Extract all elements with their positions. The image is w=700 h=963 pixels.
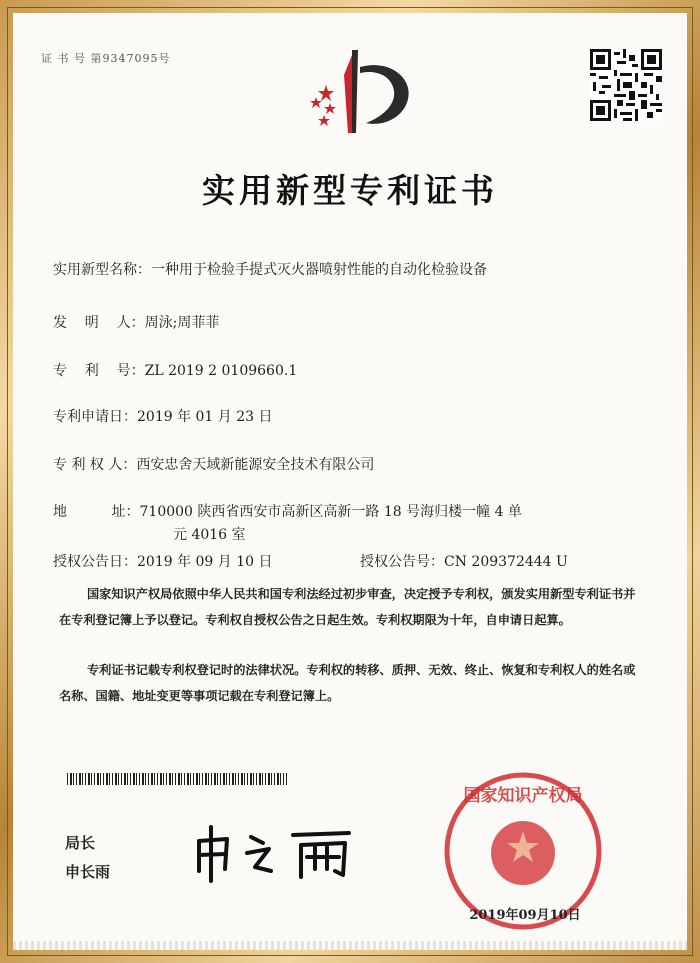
paragraph-legal-status: 专利证书记载专利权登记时的法律状况。专利权的转移、质押、无效、终止、恢复和专利权人的姓名或名称、国籍、地址变更等事项记载在专利登记簿上。 (59, 663, 636, 703)
bottom-security-line (13, 941, 687, 950)
grant-number-value: CN 209372444 U (444, 554, 568, 570)
director-signature (189, 819, 369, 889)
address-label: 地 址： (53, 504, 140, 520)
grant-date-value: 2019 年 09 月 10 日 (137, 554, 273, 570)
seal-text: 国家知识产权局 (463, 786, 583, 806)
inventor-label: 发 明 人： (53, 315, 145, 331)
barcode-icon (67, 773, 287, 785)
patentee-label: 专 利 权 人： (53, 457, 137, 473)
patentee-value: 西安忠舍天域新能源安全技术有限公司 (136, 457, 375, 473)
official-seal-icon (431, 769, 619, 945)
patentee-row (53, 454, 374, 474)
cnipa-logo-icon (298, 45, 418, 145)
application-date-value: 2019 年 01 月 23 日 (137, 409, 273, 425)
grant-number-label: 授权公告号： (360, 554, 444, 570)
grant-number-row (360, 551, 568, 571)
director-title: 局长 (65, 834, 96, 852)
application-date-row (53, 406, 273, 426)
certificate-number: 证 书 号 第9347095号 (41, 52, 171, 65)
paragraph-grant-statement: 国家知识产权局依照中华人民共和国专利法经过初步审查，决定授予专利权，颁发实用新型专利证书并在专利登记簿上予以登记。专利权自授权公告之日起生效。专利权期限为十年，自申请日起算。 (59, 587, 636, 627)
certificate-paper (13, 13, 687, 950)
patent-number-row (53, 360, 297, 380)
patent-number-value: ZL 2019 2 0109660.1 (144, 363, 298, 379)
inventor-value: 周泳;周菲菲 (144, 315, 220, 331)
address-row (53, 501, 522, 521)
grant-date-label: 授权公告日： (53, 554, 137, 570)
director-name: 申长雨 (65, 863, 111, 881)
utility-model-name-row (53, 259, 487, 279)
utility-model-name-value: 一种用于检验手提式灭火器喷射性能的自动化检验设备 (151, 262, 487, 278)
address-value-line2: 元 4016 室 (173, 527, 246, 543)
certificate-title: 实用新型专利证书 (202, 171, 498, 210)
patent-number-label: 专 利 号： (53, 363, 145, 379)
application-date-label: 专利申请日： (53, 409, 137, 425)
grant-date-row (53, 551, 273, 571)
seal-date: 2019年09月10日 (469, 908, 581, 923)
qr-code-icon[interactable] (590, 49, 662, 121)
inventor-row (53, 312, 219, 332)
address-value-line1: 710000 陕西省西安市高新区高新一路 18 号海归楼一幢 4 单 (139, 504, 522, 520)
utility-model-name-label: 实用新型名称： (53, 262, 151, 278)
